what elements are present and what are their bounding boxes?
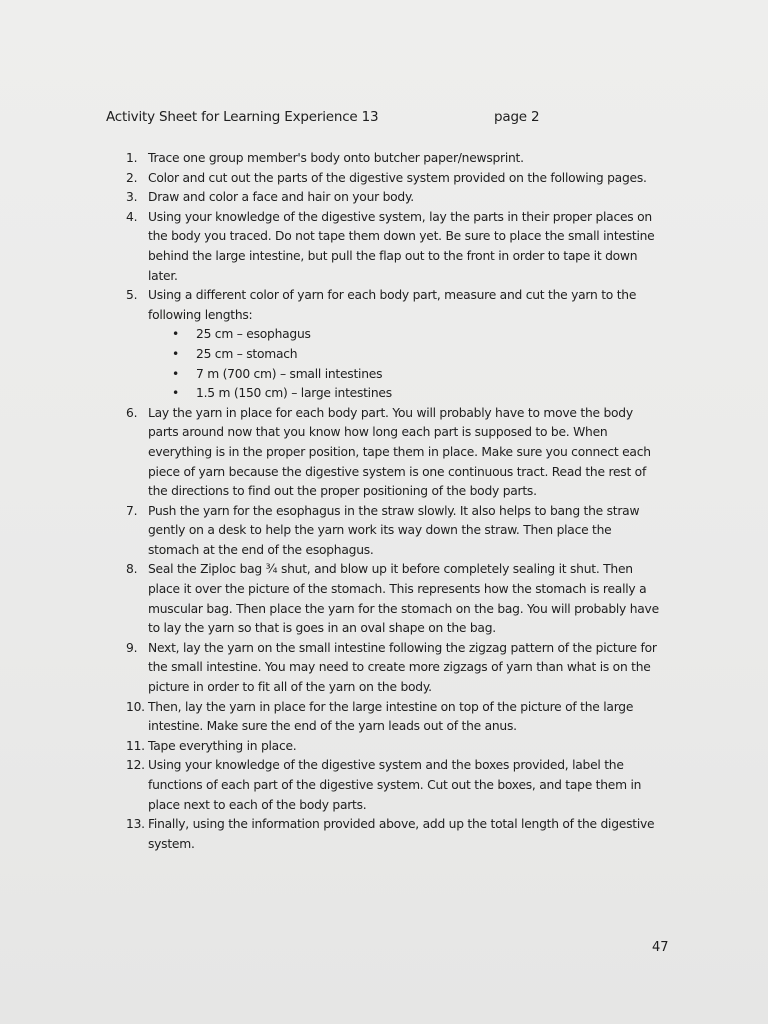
item-number: 3. bbox=[126, 190, 138, 205]
item-number: 13. bbox=[126, 817, 145, 832]
yarn-length-item bbox=[172, 365, 666, 385]
yarn-length-list bbox=[148, 325, 666, 403]
item-number: 1. bbox=[126, 151, 138, 165]
page-label: page 2 bbox=[494, 109, 540, 125]
item-number: 4. bbox=[126, 209, 138, 224]
yarn-length-text: 1.5 m (150 cm) – large intestines bbox=[196, 386, 392, 401]
item-text: Using your knowledge of the digestive system, lay the parts in their proper places on the body you traced. Do not tape them down yet. Be sure to place the small intestine behind the large intestine, but pull the flap out to the front in order to tape it down later. bbox=[148, 209, 655, 283]
instruction-item bbox=[126, 815, 666, 854]
item-text: Trace one group member's body onto butcher paper/newsprint. bbox=[148, 151, 524, 165]
instruction-item bbox=[126, 208, 666, 286]
instruction-item bbox=[126, 502, 666, 561]
instruction-item bbox=[126, 639, 666, 698]
instruction-item bbox=[126, 286, 666, 404]
item-number: 8. bbox=[126, 562, 138, 577]
sheet-title: Activity Sheet for Learning Experience 13 bbox=[106, 109, 379, 125]
item-text: Push the yarn for the esophagus in the straw slowly. It also helps to bang the straw gently on a desk to help the yarn work its way down the straw. Then place the stomach at the end of the esophagus. bbox=[148, 503, 640, 557]
yarn-length-text: 25 cm – stomach bbox=[196, 346, 298, 361]
item-text: Seal the Ziploc bag ¾ shut, and blow up it before completely sealing it shut. Then place it over the picture of the stomach. This represents how the stomach is really a muscular bag. Then place the yarn for the stomach on the bag. You will probably have to lay the yarn so that is goes in an oval shape on the bag. bbox=[148, 562, 659, 636]
bullet-icon: • bbox=[172, 366, 180, 381]
instruction-item bbox=[126, 169, 666, 189]
item-number: 9. bbox=[126, 640, 138, 655]
yarn-length-text: 7 m (700 cm) – small intestines bbox=[196, 366, 383, 381]
yarn-length-item bbox=[172, 325, 666, 345]
item-number: 11. bbox=[126, 738, 145, 753]
bullet-icon: • bbox=[172, 327, 180, 342]
bullet-icon: • bbox=[172, 346, 180, 361]
item-number: 6. bbox=[126, 405, 138, 420]
yarn-length-item bbox=[172, 345, 666, 365]
item-text: Using your knowledge of the digestive system and the boxes provided, label the functions of each part of the digestive system. Cut out the boxes, and tape them in place next to each of the body parts. bbox=[148, 758, 642, 812]
instruction-item bbox=[126, 737, 666, 757]
item-text: Color and cut out the parts of the digestive system provided on the following pages. bbox=[148, 170, 647, 185]
item-text: Using a different color of yarn for each body part, measure and cut the yarn to the following lengths: bbox=[148, 288, 637, 322]
bullet-icon: • bbox=[172, 386, 180, 401]
item-text: Finally, using the information provided above, add up the total length of the digestive system. bbox=[148, 817, 655, 851]
item-text: Tape everything in place. bbox=[148, 738, 297, 753]
item-text: Lay the yarn in place for each body part. You will probably have to move the body parts around now that you know how long each part is supposed to be. When everything is in the proper position, tape them in place. Make sure you connect each piece of yarn because the digestive system is one continuous tract. Read the rest of the directions to find out the proper positioning of the body parts. bbox=[148, 405, 651, 499]
instruction-item bbox=[126, 756, 666, 815]
item-number: 2. bbox=[126, 170, 138, 185]
page-number: 47 bbox=[652, 940, 669, 955]
item-number: 10. bbox=[126, 699, 145, 714]
item-text: Next, lay the yarn on the small intestine following the zigzag pattern of the picture for the small intestine. You may need to create more zigzags of yarn than what is on the picture in order to fit all of the yarn on the body. bbox=[148, 640, 657, 695]
item-number: 12. bbox=[126, 758, 145, 773]
item-number: 7. bbox=[126, 503, 138, 518]
item-text: Then, lay the yarn in place for the large intestine on top of the picture of the large intestine. Make sure the end of the yarn leads out of the anus. bbox=[148, 699, 634, 734]
instruction-item bbox=[126, 149, 666, 169]
item-number: 5. bbox=[126, 288, 138, 303]
instruction-item bbox=[126, 404, 666, 502]
yarn-length-text: 25 cm – esophagus bbox=[196, 327, 311, 342]
item-text: Draw and color a face and hair on your body. bbox=[148, 190, 414, 205]
instruction-item bbox=[126, 698, 666, 737]
instruction-list bbox=[126, 149, 666, 854]
instruction-item bbox=[126, 560, 666, 638]
yarn-length-item bbox=[172, 384, 666, 404]
instruction-item bbox=[126, 188, 666, 208]
